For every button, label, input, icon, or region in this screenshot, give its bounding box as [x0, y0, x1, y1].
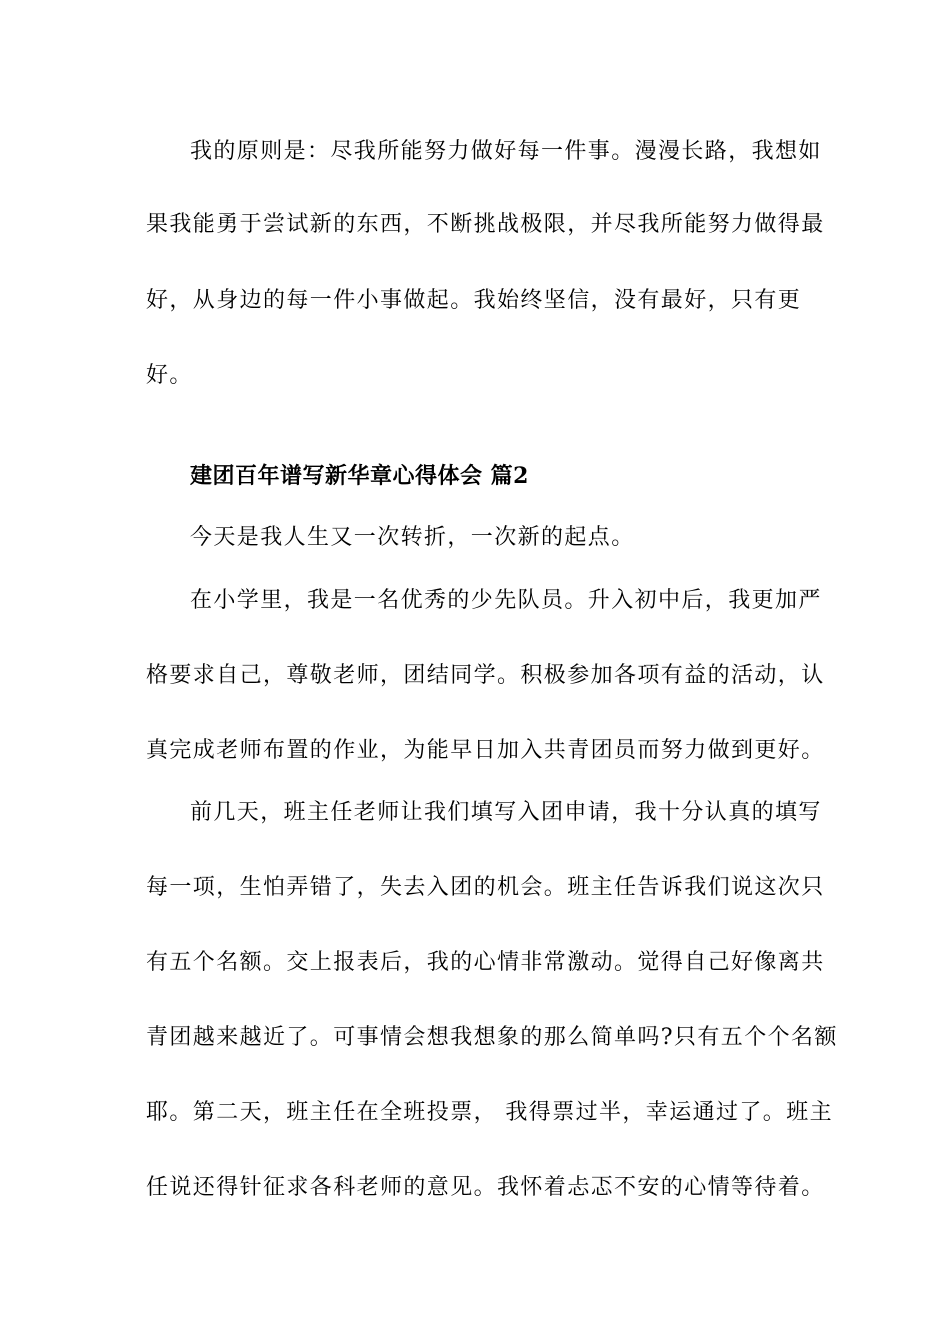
paragraph-line: 格要求自己，尊敬老师，团结同学。积极参加各项有益的活动，认 — [146, 663, 825, 688]
section-heading: 建团百年谱写新华章心得体会 篇2 — [190, 463, 529, 489]
paragraph-line: 真完成老师布置的作业，为能早日加入共青团员而努力做到更好。 — [146, 738, 825, 763]
paragraph-line: 好。 — [146, 363, 193, 388]
paragraph-line: 我的原则是：尽我所能努力做好每一件事。漫漫长路，我想如 — [190, 139, 822, 164]
paragraph-line: 有五个名额。交上报表后，我的心情非常激动。觉得自己好像离共 — [146, 950, 825, 975]
paragraph-line: 耶。第二天，班主任在全班投票， 我得票过半，幸运通过了。班主 — [146, 1100, 833, 1125]
paragraph-line: 青团越来越近了。可事情会想我想象的那么简单吗?只有五个个名额 — [146, 1025, 838, 1050]
paragraph-line: 前几天，班主任老师让我们填写入团申请，我十分认真的填写 — [190, 800, 822, 825]
paragraph-line: 今天是我人生又一次转折，一次新的起点。 — [190, 525, 635, 550]
paragraph-line: 任说还得针征求各科老师的意见。我怀着忐忑不安的心情等待着。 — [146, 1175, 825, 1200]
paragraph-line: 果我能勇于尝试新的东西，不断挑战极限，并尽我所能努力做得最 — [146, 212, 825, 237]
paragraph-line: 在小学里，我是一名优秀的少先队员。升入初中后，我更加严 — [190, 588, 822, 613]
paragraph-line: 好，从身边的每一件小事做起。我始终坚信，没有最好，只有更 — [146, 288, 802, 313]
paragraph-line: 每一项，生怕弄错了，失去入团的机会。班主任告诉我们说这次只 — [146, 875, 825, 900]
